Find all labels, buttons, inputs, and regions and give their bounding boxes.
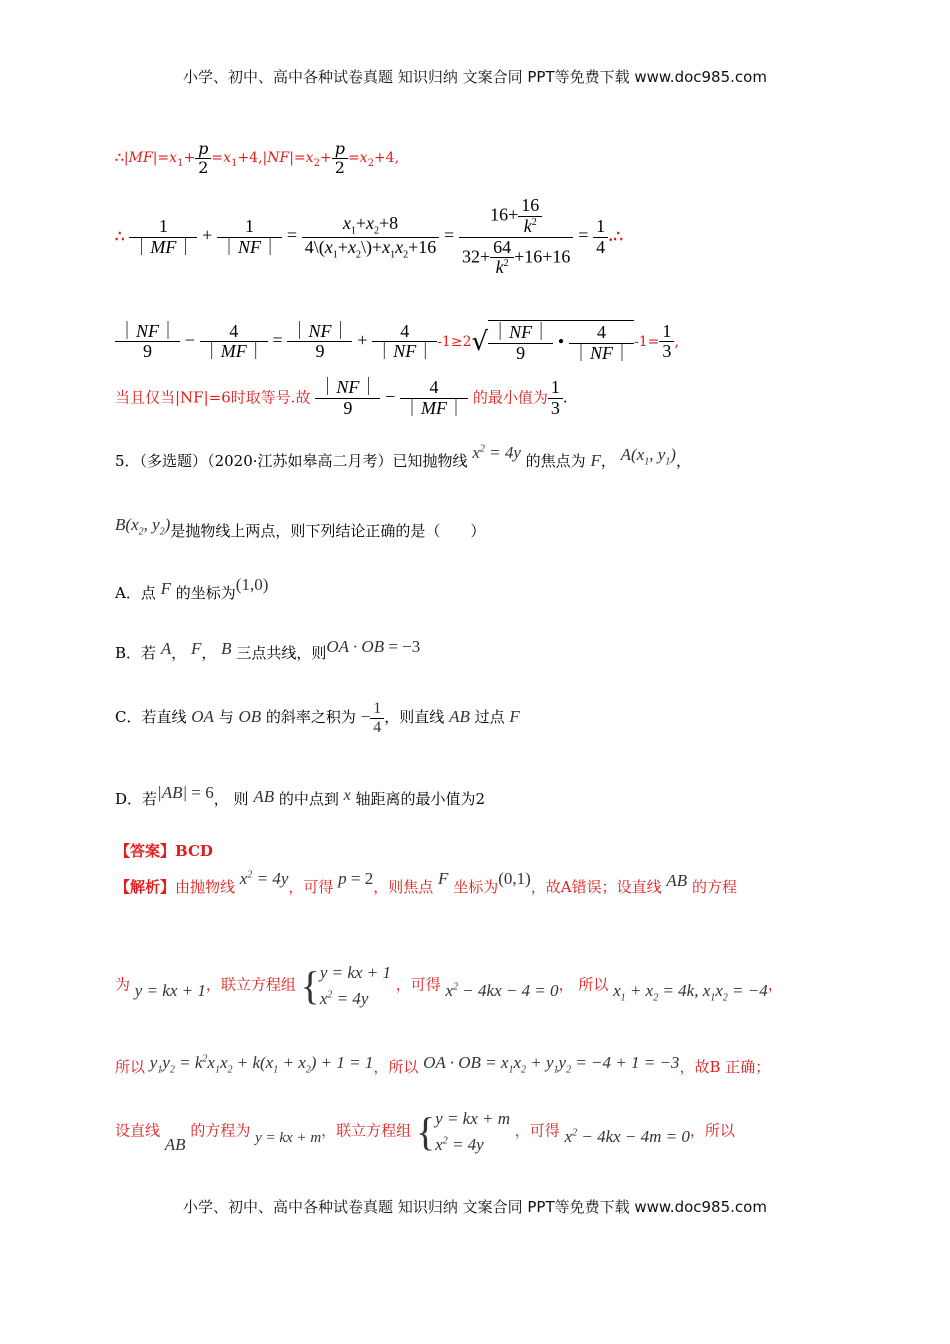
solution-line-4: 当且仅当|NF|=6时取等号.故 $\frac{|NF|}{9}$ − $\frac{4}{|MF|}$ 的最小值为 $\frac{1}{3}$ . [115,377,568,418]
solution-line-3: $\frac{|NF|}{9}$ − $\frac{4}{|MF|}$ = $\frac{|NF|}{9}$ + $\frac{4}{|NF|}$ -1≥2√ $\frac{|NF|}{9}$ • $\frac{4}{|NF|}$ -1= $\frac{1}{3}$ , [115,320,679,364]
analysis-line-1: 【解析】由抛物线 $x^2 = 4y$，可得 p = 2，则焦点 F 坐标为(0,1)，故A错误；设直线 AB 的方程 [115,869,737,896]
answer-value: BCD [175,842,213,860]
analysis-line-3: 所以 $y_1y_2 = k^2x_1x_2 + k(x_1 + x_2) + 1 = 1$，所以 OA · OB = $x_1x_2 + y_1y_2 = -4 + 1 = -3$，故B 正确； [115,1053,771,1076]
answer-line [115,840,213,861]
analysis-line-4: 设直线 AB 的方程为 y = kx + m，联立方程组 { y = kx + m $x^2 = 4y$ ，可得 $x^2 - 4kx - 4m = 0$，所以 [115,1109,735,1154]
option-a: A．点 F 的坐标为(1,0) [115,575,269,602]
solution-line-1: $\therefore|MF|=x_1+$ $\frac{p}{2}$ $=x_1+4,|NF|=x_2+$ $\frac{p}{2}$ $=x_2+4$, [115,139,400,177]
option-c: C．若直线 OA 与 OB 的斜率之积为 − $\frac{1}{4}$ ，则直线 AB 过点 F [115,700,520,736]
page-footer: 小学、初中、高中各种试卷真题 知识归纳 文案合同 PPT等免费下载 www.doc985.com [183,1198,767,1216]
answer-label: 【答案】 [115,842,176,860]
option-b: B．若 A， F， B 三点共线，则OA · OB = −3 [115,637,421,662]
option-d: D．若|AB| = 6， 则 AB 的中点到 x 轴距离的最小值为2 [115,783,486,808]
solution-line-2: ∴ $\frac{1}{|MF|}$ + $\frac{1}{|NF|}$ = $\frac{x_1+x_2+8}{4\backslash(x_1+x_2\backslash)+x_1x_2+16}$ = 16+ $\frac{16}{k^2}$ 32+ $\frac{64}{k^2}$ +16+16 = $\frac{1}{4}$ .∴ [115,195,623,278]
question-stem-line-1: 5．（多选题）（2020·江苏如皋高二月考）已知抛物线 $x^2 = 4y$ 的焦点为 F， $A(x_1$, $y_1$)， [115,443,691,470]
page-header: 小学、初中、高中各种试卷真题 知识归纳 文案合同 PPT等免费下载 www.doc985.com [183,68,767,86]
question-stem-line-2: $B(x_2$, $y_2$)是抛物线上两点，则下列结论正确的是（ ） [115,515,486,540]
analysis-line-2: 为 y = kx + 1，联立方程组 { y = kx + 1 $x^2 = 4y$ ，可得 $x^2 - 4kx - 4 = 0$， 所以 $x_1 + x_2 = 4k$, $x_1x_2 = -4$， [115,963,783,1008]
